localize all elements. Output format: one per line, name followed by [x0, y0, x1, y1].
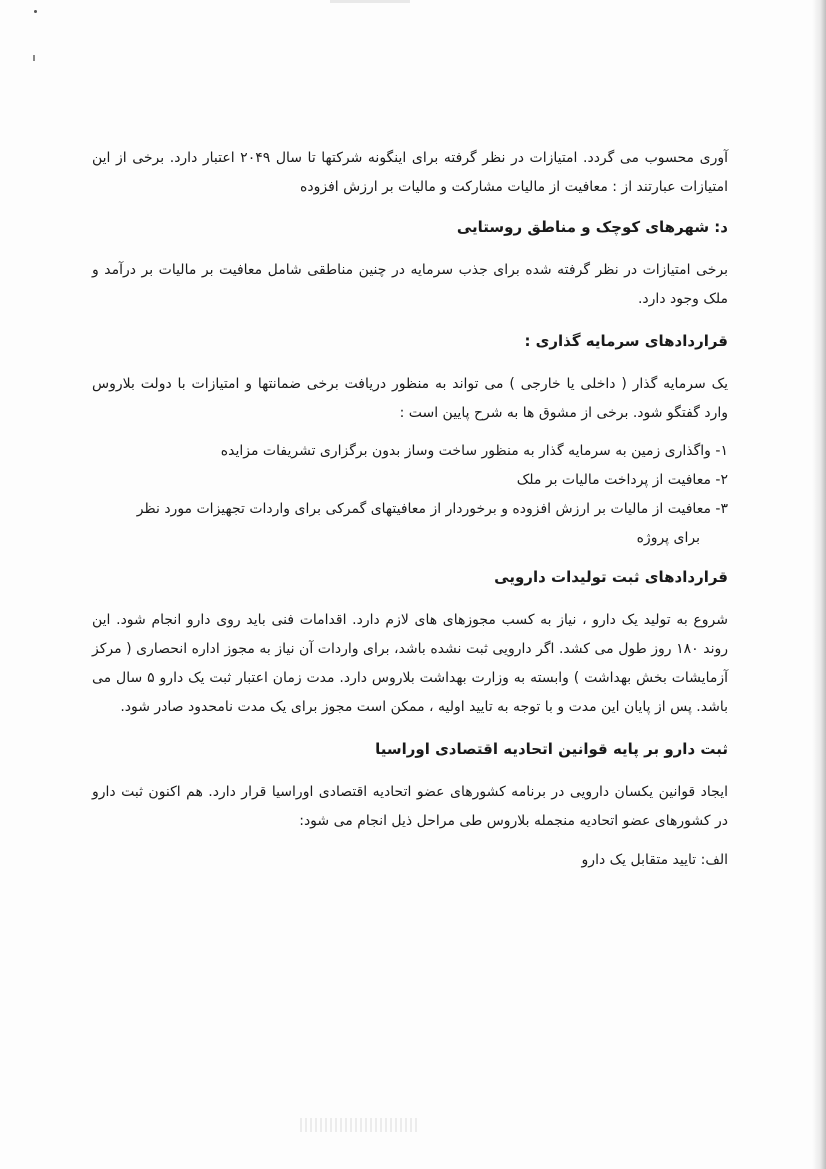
list-item — [92, 466, 728, 495]
scan-edge-shadow — [812, 0, 826, 1169]
paragraph-small-towns: برخی امتیازات در نظر گرفته شده برای جذب سرمایه در چنین مناطقی شامل معافیت بر مالیات بر درآمد و ملک وجود دارد. — [92, 262, 728, 307]
document-body — [92, 144, 728, 875]
scan-artifact-bottom — [300, 1118, 420, 1132]
section-heading-pharma-registration: قراردادهای ثبت تولیدات دارویی — [494, 568, 728, 586]
list-item-number: ۱- — [715, 443, 728, 459]
step-a: الف: تایید متقابل یک دارو — [581, 852, 728, 868]
list-item-continuation: برای پروژه — [636, 530, 700, 546]
section-heading-investment-contracts: قراردادهای سرمایه گذاری : — [524, 332, 728, 350]
section-heading-eurasian-union: ثبت دارو بر پایه قوانین اتحادیه اقتصادی اوراسیا — [375, 740, 728, 758]
scan-artifact-top — [330, 0, 410, 3]
section-heading-small-towns: د: شهرهای کوچک و مناطق روستایی — [456, 218, 728, 236]
scan-speck — [33, 55, 35, 61]
list-item-number: ۲- — [715, 472, 728, 488]
paragraph-pharma-registration: شروع به تولید یک دارو ، نیاز به کسب مجوزهای های لازم دارد. اقدامات فنی باید روی دارو انجام شود. این روند ۱۸۰ روز طول می کشد. اگر دارویی ثبت نشده باشد، برای واردات آن نیاز به مجوز اداره انحصاری ( مرکز آزمایشات بخش بهداشت ) وابسته به وزارت بهداشت بلاروس دارد. مدت زمان اعتبار ثبت یک دارو ۵ سال می باشد. پس از پایان این مدت و با توجه به تایید اولیه ، ممکن است مجوز برای یک مدت نامحدود صادر شود. — [92, 612, 729, 715]
list-item-number: ۳- — [715, 501, 728, 517]
scan-speck — [34, 10, 37, 13]
intro-paragraph: آوری محسوب می گردد. امتیازات در نظر گرفته برای اینگونه شرکتها تا سال ۲۰۴۹ اعتبار دارد. برخی از این امتیازات عبارتند از : معافیت از مالیات مشارکت و مالیات بر ارزش افزوده — [92, 150, 728, 195]
list-item-text: معافیت از پرداخت مالیات بر ملک — [516, 472, 711, 488]
incentives-list — [92, 437, 728, 553]
paragraph-investment-contracts: یک سرمایه گذار ( داخلی یا خارجی ) می تواند به منظور دریافت برخی ضمانتها و امتیازات با دولت بلاروس وارد گفتگو شود. برخی از مشوق ها به شرح پایین است : — [92, 376, 728, 421]
list-item-text: واگذاری زمین به سرمایه گذار به منظور ساخت وساز بدون برگزاری تشریفات مزایده — [220, 443, 711, 459]
list-item — [92, 495, 728, 553]
list-item-text: معافیت از مالیات بر ارزش افزوده و برخوردار از معافیتهای گمرکی برای واردات تجهیزات مورد نظر — [136, 501, 711, 517]
paragraph-eurasian-union: ایجاد قوانین یکسان دارویی در برنامه کشورهای عضو اتحادیه اقتصادی اوراسیا قرار دارد. هم اکنون ثبت دارو در کشورهای عضو اتحادیه منجمله بلاروس طی مراحل ذیل انجام می شود: — [92, 784, 728, 829]
list-item — [92, 437, 728, 466]
